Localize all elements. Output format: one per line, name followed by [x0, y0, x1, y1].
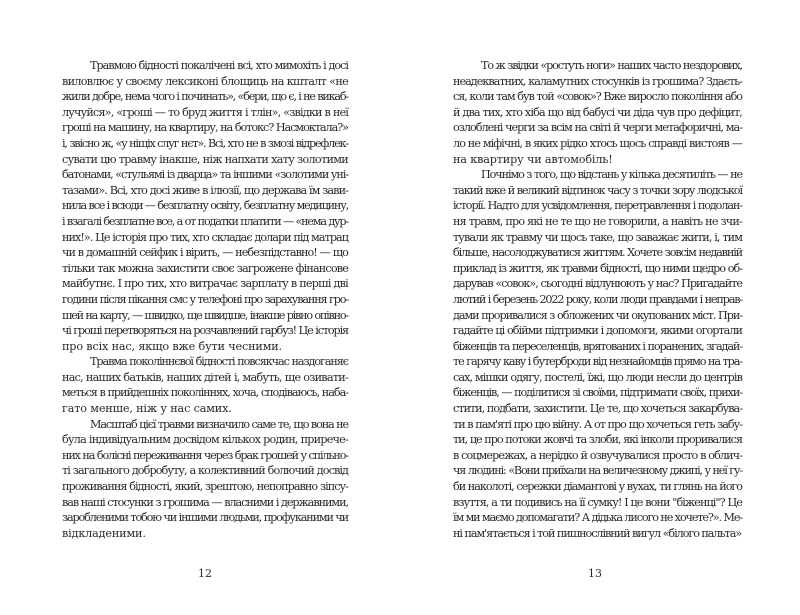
text-line: була індивідуальним досвідом кількох родин, прирече- — [62, 433, 348, 447]
text-line: жили добре, нема чого і починать», «бери, що є, і не викаб- — [62, 90, 348, 104]
text-line: й два тих, хто хіба що від бабусі чи діда чув про дефіцит, — [453, 105, 742, 119]
right-page-text-column — [453, 58, 742, 541]
text-line: гато менше, ніж у нас самих. — [62, 402, 232, 416]
text-line: ся, коли там був той «совок»? Вже виросло покоління або — [453, 90, 742, 104]
text-line: в соцмережах, а нерідко й озвучувалися просто в облич- — [453, 448, 742, 462]
text-line: лучуйся», «гроші — то бруд життя і тлін», «звідки в неї — [62, 105, 348, 119]
text-line: гроші на машину, на квартиру, на ботокс? Насмоктала?» — [62, 121, 348, 135]
paragraph — [62, 58, 348, 354]
text-line: них на болісні переживання через брак грошей у спільно- — [62, 448, 348, 462]
text-line: ня травм, про які не те що не говорили, а навіть не зчи- — [453, 214, 742, 228]
text-line: ні пам'ятається і той пишнослівний вигул «білого пальта» — [453, 526, 742, 540]
text-line: неадекватних, каламутних стосунків із грошима? Здаєть- — [453, 74, 742, 88]
text-line: на квартиру чи автомобіль! — [453, 152, 613, 166]
text-line: вав наші стосунки з грошима — власними і державними, — [62, 495, 348, 509]
text-line: чя людині: «Вони приїхали на величезному джипі, у неї гу- — [453, 464, 742, 478]
text-line: їм ми маємо допомагати? А дідька лисого не хочете?». Ме- — [453, 511, 742, 525]
text-line: би наколоті, сережки діамантові у вухах, ти глянь на його — [453, 480, 742, 494]
text-line: дарував «совок», сьогодні відлунюють у нас? Пригадайте — [453, 277, 742, 291]
paragraph — [62, 417, 348, 542]
text-line: тазами». Всі, хто досі живе в ілюзії, що держава їм зави- — [62, 183, 348, 197]
text-line: заробленими тобою чи іншими людьми, профуканими чи — [62, 511, 348, 525]
text-line: і взагалі безплатне все, а от податки платити — «нема дур- — [62, 214, 348, 228]
text-line: батонами, «стульямі із дварца» та іншими «золотими уні- — [62, 168, 348, 182]
text-line: Масштаб цієї травми визначило саме те, що вона не — [90, 417, 348, 431]
text-line: біженців, — поділитися зі своїми, підтримати своїх, прихи- — [453, 386, 742, 400]
text-line: виловлює у своєму лексиконі блощиць на кшталт «не — [62, 74, 348, 88]
text-line: Травма поколіннєвої бідності повсякчас наздоганяє — [90, 355, 348, 369]
text-line: меться в прийдешніх поколіннях, хоча, сподіваюсь, наба- — [62, 386, 348, 400]
text-line: сувати цю травму інакше, ніж напхати хату золотими — [62, 152, 348, 166]
text-line: те гарячу каву і бутерброди від незнайомців прямо на тра- — [453, 355, 742, 369]
text-line: історії. Надто для усвідомлення, перетравлення і подолан- — [453, 199, 742, 213]
text-line: ти в пам'яті про цю війну. А от про що хочеться геть забу- — [453, 417, 742, 431]
text-line: тільки так можна захистити своє загрожене фінансове — [62, 261, 348, 275]
text-line: про всіх нас, якщо вже бути чесними. — [62, 339, 282, 353]
text-line: То ж звідки «ростуть ноги» наших часто нездорових, — [481, 59, 742, 72]
page-number-left: 12 — [198, 567, 212, 580]
text-line: ти, це про потоки жовчі та злоби, які інколи проривалися — [453, 433, 742, 447]
text-line: ло не міфічні, в яких рідко хтось щось справді вистояв — — [453, 136, 742, 150]
text-line: такий вже й великий відтинок часу з точки зору людської — [453, 183, 742, 197]
text-line: стити, подбати, захистити. Це те, що хочеться закарбува- — [453, 402, 742, 416]
text-line: дами проривалися з обложених чи окупованих міст. При- — [453, 308, 742, 322]
text-line: взуття, а ти подивись на її сумку! І це вони "біженці"? Це — [453, 495, 742, 509]
text-line: нас, наших батьків, наших дітей і, мабуть, ще озивати- — [62, 370, 348, 384]
paragraph — [62, 354, 348, 416]
paragraph — [453, 167, 742, 541]
text-line: чи в домашній сейфик і вірить, — небезпідставно! — що — [62, 246, 348, 260]
text-line: озлоблені черги за всім на світі й черги метафоричні, ма- — [453, 121, 742, 135]
text-line: більше, насолоджуватися життям. Хочете зовсім недавній — [453, 246, 742, 260]
text-line: шей на карту, — швидко, ще швидше, інакше рівно опівно- — [62, 308, 348, 322]
text-line: Почнімо з того, що відстань у кілька десятиліть — не — [481, 168, 742, 182]
text-line: сах, мішки одягу, постелі, їжі, що люди несли до центрів — [453, 370, 742, 384]
text-line: години після пікання смс у телефоні про зарахування гро- — [62, 292, 348, 306]
text-line: чі гроші перетворяться на розчавлений гарбуз! Це історія — [62, 324, 348, 338]
left-page-text-column — [62, 58, 348, 541]
text-line: відкладеними. — [62, 526, 146, 540]
text-line: проживання бідності, який, зрештою, непоправно зіпсу- — [62, 480, 348, 494]
page-number-right: 13 — [588, 567, 602, 580]
text-line: лютий і березень 2022 року, коли люди правдами і неправ- — [453, 292, 742, 306]
text-line: біженців та переселенців, врятованих і поранених, згадай- — [453, 339, 742, 353]
text-line: і, звісно ж, «у ніщіх слуг нєт». Всі, хто не в змозі відрефлек- — [62, 136, 348, 150]
text-line: тували як травму чи щось таке, що заважає жити, і, тим — [453, 230, 742, 244]
text-line: нила все і всюди — безплатну освіту, безплатну медицину, — [62, 199, 348, 213]
text-line: Травмою бідності покалічені всі, хто мимохіть і досі — [90, 59, 348, 72]
text-line: них!». Це історія про тих, хто складає долари під матрац — [62, 230, 348, 244]
text-line: приклад із життя, як травми бідності, що ними щедро об- — [453, 261, 742, 275]
paragraph — [453, 58, 742, 167]
text-line: гадайте ці обійми підтримки і допомоги, якими огортали — [453, 324, 742, 338]
text-line: майбутнє. І про тих, хто витрачає зарплату в перші дві — [62, 277, 348, 291]
right-page — [400, 0, 800, 615]
text-line: ті загального добробуту, а колективний болючий досвід — [62, 464, 348, 478]
